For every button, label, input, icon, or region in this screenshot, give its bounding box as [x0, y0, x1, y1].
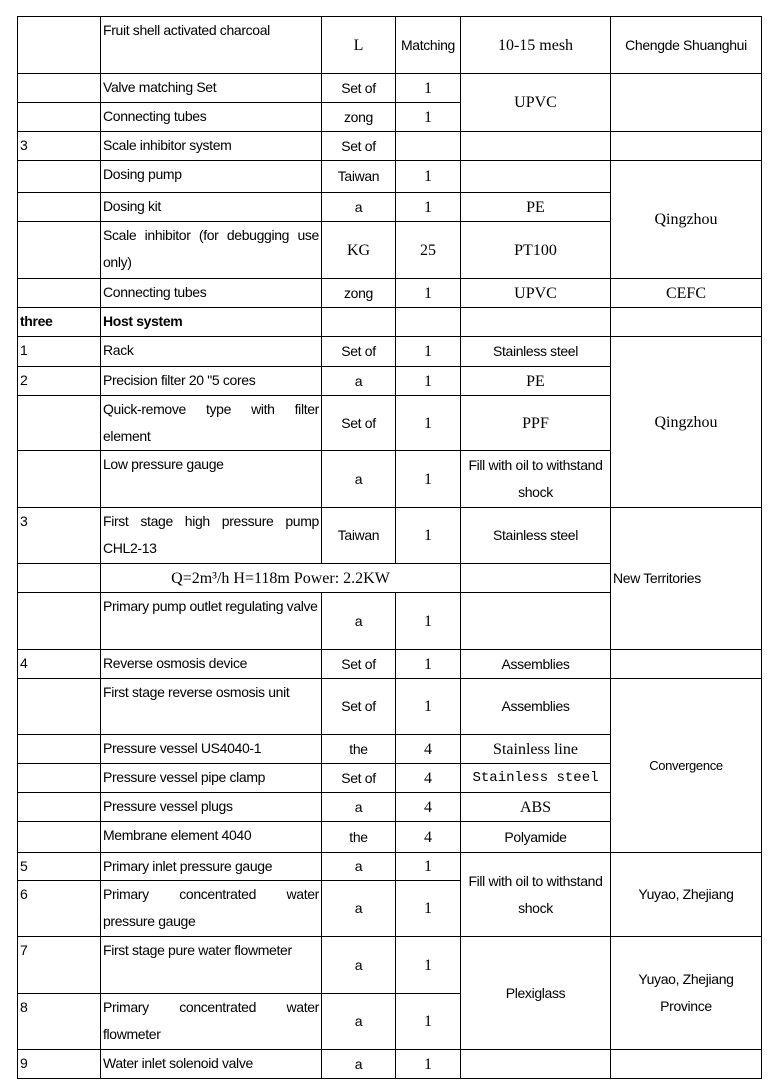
quantity-cell: 4 [396, 822, 461, 853]
material-cell: Fill with oil to withstand shock [461, 451, 611, 508]
item-name-cell: Rack [101, 337, 322, 367]
material-cell: Polyamide [461, 822, 611, 853]
material-cell: 10-15 mesh [461, 17, 611, 74]
material-cell [461, 564, 611, 593]
item-number-cell [18, 822, 101, 853]
item-name-cell: Water inlet solenoid valve [101, 1050, 322, 1079]
material-cell: Stainless steel [461, 764, 611, 793]
item-number-cell: 4 [18, 650, 101, 679]
material-cell [461, 161, 611, 193]
item-number-cell: 3 [18, 508, 101, 564]
item-number-cell: 7 [18, 937, 101, 994]
quantity-cell: Matching [396, 17, 461, 74]
material-cell: Stainless steel [461, 337, 611, 367]
origin-cell: New Territories [611, 508, 762, 650]
table-row [18, 650, 762, 679]
item-number-cell [18, 451, 101, 508]
table-row [18, 308, 762, 337]
quantity-cell: 1 [396, 1050, 461, 1079]
material-cell: PPF [461, 396, 611, 451]
quantity-cell: 1 [396, 679, 461, 735]
quantity-cell: 1 [396, 508, 461, 564]
unit-cell: a [322, 593, 396, 650]
material-cell: Plexiglass [461, 937, 611, 1050]
material-cell [461, 593, 611, 650]
item-number-cell: 3 [18, 132, 101, 161]
item-name-cell: Host system [101, 308, 322, 337]
item-number-cell [18, 222, 101, 279]
quantity-cell: 1 [396, 396, 461, 451]
item-number-cell: 8 [18, 994, 101, 1050]
unit-cell: Taiwan [322, 508, 396, 564]
quantity-cell: 4 [396, 764, 461, 793]
quantity-cell [396, 308, 461, 337]
item-number-cell: three [18, 308, 101, 337]
item-name-cell: Scale inhibitor system [101, 132, 322, 161]
unit-cell: Set of [322, 337, 396, 367]
material-cell: PE [461, 367, 611, 396]
material-cell: PT100 [461, 222, 611, 279]
unit-cell: a [322, 937, 396, 994]
item-name-cell: Reverse osmosis device [101, 650, 322, 679]
quantity-cell: 1 [396, 161, 461, 193]
unit-cell: KG [322, 222, 396, 279]
unit-cell: a [322, 1050, 396, 1079]
quantity-cell: 1 [396, 593, 461, 650]
item-number-cell: 6 [18, 881, 101, 937]
item-name-cell: Connecting tubes [101, 103, 322, 132]
item-name-cell: Precision filter 20 "5 cores [101, 367, 322, 396]
unit-cell: Set of [322, 679, 396, 735]
material-cell: Stainless steel [461, 508, 611, 564]
item-number-cell [18, 161, 101, 193]
table-row [18, 508, 762, 564]
quantity-cell: 1 [396, 937, 461, 994]
origin-cell: Convergence [611, 679, 762, 853]
unit-cell: L [322, 17, 396, 74]
material-cell: UPVC [461, 74, 611, 132]
table-row [18, 337, 762, 367]
origin-cell: CEFC [611, 279, 762, 308]
item-number-cell [18, 793, 101, 822]
origin-cell [611, 308, 762, 337]
item-number-cell [18, 593, 101, 650]
unit-cell: Set of [322, 764, 396, 793]
material-cell: UPVC [461, 279, 611, 308]
item-name-cell: Primary inlet pressure gauge [101, 853, 322, 881]
unit-cell: a [322, 793, 396, 822]
item-name-cell: Pressure vessel plugs [101, 793, 322, 822]
unit-cell: a [322, 367, 396, 396]
unit-cell: Set of [322, 650, 396, 679]
material-cell [461, 308, 611, 337]
item-name-cell: Scale inhibitor (for debugging use only) [101, 222, 322, 279]
unit-cell: a [322, 193, 396, 222]
item-number-cell: 1 [18, 337, 101, 367]
quantity-cell: 1 [396, 103, 461, 132]
table-row [18, 1050, 762, 1079]
origin-cell: Yuyao, Zhejiang [611, 853, 762, 937]
item-name-cell: Q=2m³/h H=118m Power: 2.2KW [101, 564, 461, 593]
item-name-cell: Primary concentrated water pressure gauge [101, 881, 322, 937]
unit-cell [322, 308, 396, 337]
item-number-cell [18, 103, 101, 132]
item-name-cell: Dosing kit [101, 193, 322, 222]
item-name-cell: Membrane element 4040 [101, 822, 322, 853]
quantity-cell: 1 [396, 337, 461, 367]
item-name-cell: Quick-remove type with filter element [101, 396, 322, 451]
unit-cell: zong [322, 103, 396, 132]
origin-cell [611, 74, 762, 132]
origin-cell [611, 650, 762, 679]
item-number-cell: 5 [18, 853, 101, 881]
quantity-cell: 1 [396, 650, 461, 679]
quantity-cell [396, 132, 461, 161]
quantity-cell: 4 [396, 793, 461, 822]
material-cell: Fill with oil to withstand shock [461, 853, 611, 937]
item-name-cell: Primary pump outlet regulating valve [101, 593, 322, 650]
item-name-cell: Connecting tubes [101, 279, 322, 308]
table-row [18, 161, 762, 193]
origin-cell: Yuyao, Zhejiang Province [611, 937, 762, 1050]
quantity-cell: 1 [396, 881, 461, 937]
item-number-cell: 2 [18, 367, 101, 396]
material-cell: Assemblies [461, 679, 611, 735]
item-name-cell: Dosing pump [101, 161, 322, 193]
item-name-cell: Primary concentrated water flowmeter [101, 994, 322, 1050]
quantity-cell: 1 [396, 451, 461, 508]
item-number-cell [18, 564, 101, 593]
table-row [18, 17, 762, 74]
item-number-cell [18, 764, 101, 793]
item-number-cell [18, 193, 101, 222]
item-number-cell [18, 74, 101, 103]
quantity-cell: 1 [396, 74, 461, 103]
item-number-cell: 9 [18, 1050, 101, 1079]
item-number-cell [18, 396, 101, 451]
item-name-cell: Valve matching Set [101, 74, 322, 103]
quantity-cell: 1 [396, 279, 461, 308]
item-name-cell: Fruit shell activated charcoal [101, 17, 322, 74]
origin-cell: Qingzhou [611, 161, 762, 279]
quantity-cell: 1 [396, 994, 461, 1050]
quantity-cell: 1 [396, 853, 461, 881]
unit-cell: Set of [322, 396, 396, 451]
item-name-cell: Low pressure gauge [101, 451, 322, 508]
table-row [18, 279, 762, 308]
item-number-cell [18, 17, 101, 74]
unit-cell: a [322, 994, 396, 1050]
table-row [18, 74, 762, 103]
item-name-cell: First stage reverse osmosis unit [101, 679, 322, 735]
unit-cell: zong [322, 279, 396, 308]
item-name-cell: Pressure vessel US4040-1 [101, 735, 322, 764]
quantity-cell: 25 [396, 222, 461, 279]
origin-cell [611, 132, 762, 161]
origin-cell: Chengde Shuanghui [611, 17, 762, 74]
quantity-cell: 1 [396, 193, 461, 222]
table-body [18, 17, 762, 1079]
material-cell: ABS [461, 793, 611, 822]
item-name-cell: First stage pure water flowmeter [101, 937, 322, 994]
unit-cell: Taiwan [322, 161, 396, 193]
table-row [18, 937, 762, 994]
unit-cell: a [322, 853, 396, 881]
unit-cell: Set of [322, 74, 396, 103]
origin-cell: Qingzhou [611, 337, 762, 508]
quantity-cell: 1 [396, 367, 461, 396]
material-cell: Stainless line [461, 735, 611, 764]
unit-cell: the [322, 822, 396, 853]
unit-cell: Set of [322, 132, 396, 161]
material-cell: Assemblies [461, 650, 611, 679]
unit-cell: a [322, 451, 396, 508]
material-cell [461, 132, 611, 161]
material-cell: PE [461, 193, 611, 222]
item-name-cell: First stage high pressure pump CHL2-13 [101, 508, 322, 564]
equipment-list-table [17, 16, 762, 1079]
unit-cell: a [322, 881, 396, 937]
item-number-cell [18, 735, 101, 764]
item-number-cell [18, 279, 101, 308]
table-row [18, 132, 762, 161]
table-row [18, 853, 762, 881]
origin-cell [611, 1050, 762, 1079]
item-number-cell [18, 679, 101, 735]
material-cell [461, 1050, 611, 1079]
table-row [18, 679, 762, 735]
item-name-cell: Pressure vessel pipe clamp [101, 764, 322, 793]
unit-cell: the [322, 735, 396, 764]
quantity-cell: 4 [396, 735, 461, 764]
